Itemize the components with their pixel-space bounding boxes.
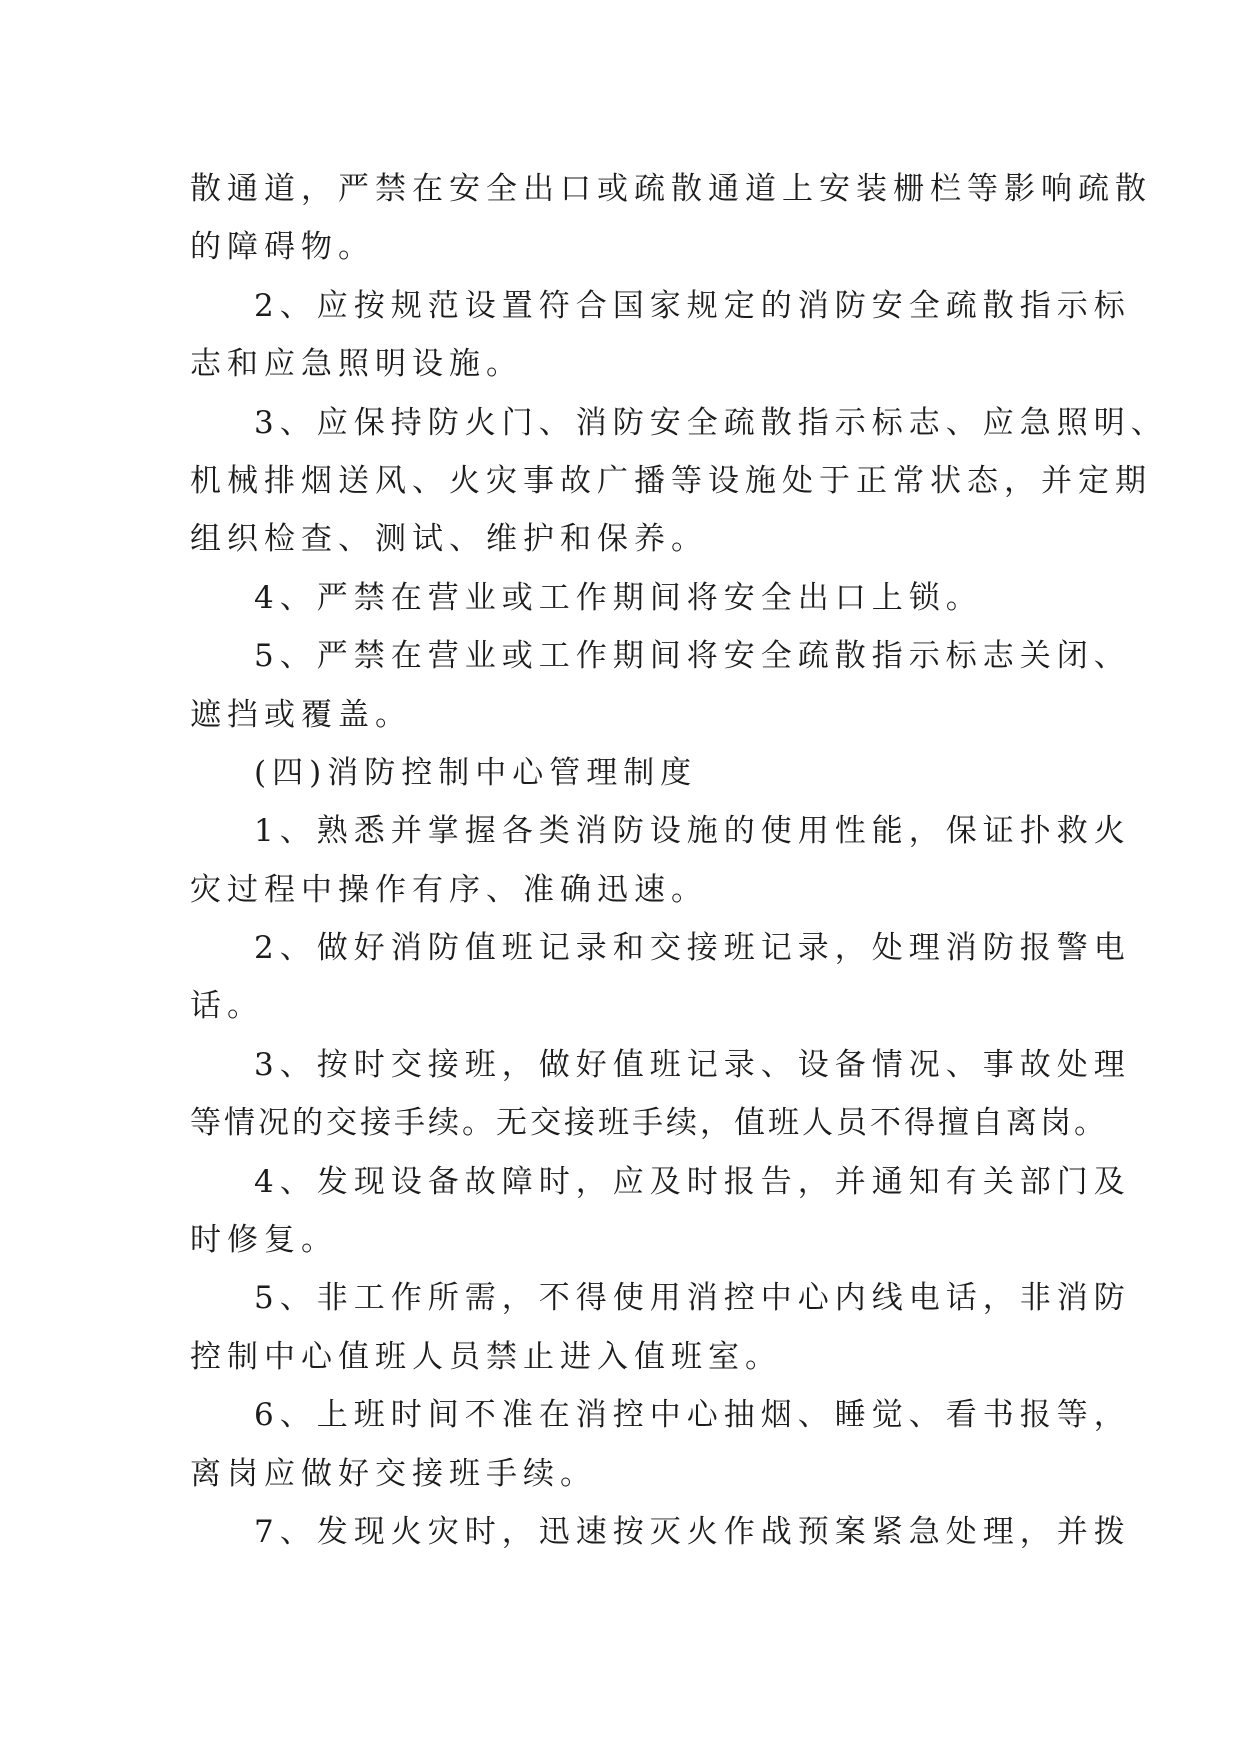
list-item: 3、按时交接班，做好值班记录、设备情况、事故处理 xyxy=(254,1046,1131,1083)
text-line: 话。 xyxy=(190,988,264,1025)
list-item: 5、严禁在营业或工作期间将安全疏散指示标志关闭、 xyxy=(254,638,1131,675)
list-item: 6、上班时间不准在消控中心抽烟、睡觉、看书报等， xyxy=(254,1397,1131,1434)
list-item: 4、严禁在营业或工作期间将安全出口上锁。 xyxy=(254,579,983,616)
text-line: 离岗应做好交接班手续。 xyxy=(190,1455,597,1492)
text-line: 组织检查、测试、维护和保养。 xyxy=(190,521,708,558)
text-line: 志和应急照明设施。 xyxy=(190,346,523,383)
list-item: 4、发现设备故障时，应及时报告，并通知有关部门及 xyxy=(254,1163,1131,1200)
text-line: 控制中心值班人员禁止进入值班室。 xyxy=(190,1338,782,1375)
text-line: 遮挡或覆盖。 xyxy=(190,696,412,733)
list-item: 7、发现火灾时，迅速按灭火作战预案紧急处理，并拨 xyxy=(254,1513,1131,1550)
list-item: 1、熟悉并掌握各类消防设施的使用性能，保证扑救火 xyxy=(254,813,1131,850)
document-body xyxy=(190,160,1168,1561)
section-heading: (四)消防控制中心管理制度 xyxy=(254,754,698,791)
text-line: 灾过程中操作有序、准确迅速。 xyxy=(190,871,708,908)
list-item: 2、应按规范设置符合国家规定的消防安全疏散指示标 xyxy=(254,287,1131,324)
list-item: 3、应保持防火门、消防安全疏散指示标志、应急照明、 xyxy=(254,404,1168,441)
text-line: 散通道，严禁在安全出口或疏散通道上安装栅栏等影响疏散 xyxy=(190,171,1152,207)
text-line: 等情况的交接手续。无交接班手续，值班人员不得擅自离岗。 xyxy=(190,1105,1108,1142)
text-line: 机械排烟送风、火灾事故广播等设施处于正常状态，并定期 xyxy=(190,462,1152,499)
list-item: 5、非工作所需，不得使用消控中心内线电话，非消防 xyxy=(254,1280,1131,1317)
text-line: 时修复。 xyxy=(190,1222,338,1259)
text-line: 的障碍物。 xyxy=(190,229,375,266)
list-item: 2、做好消防值班记录和交接班记录，处理消防报警电 xyxy=(254,930,1131,967)
